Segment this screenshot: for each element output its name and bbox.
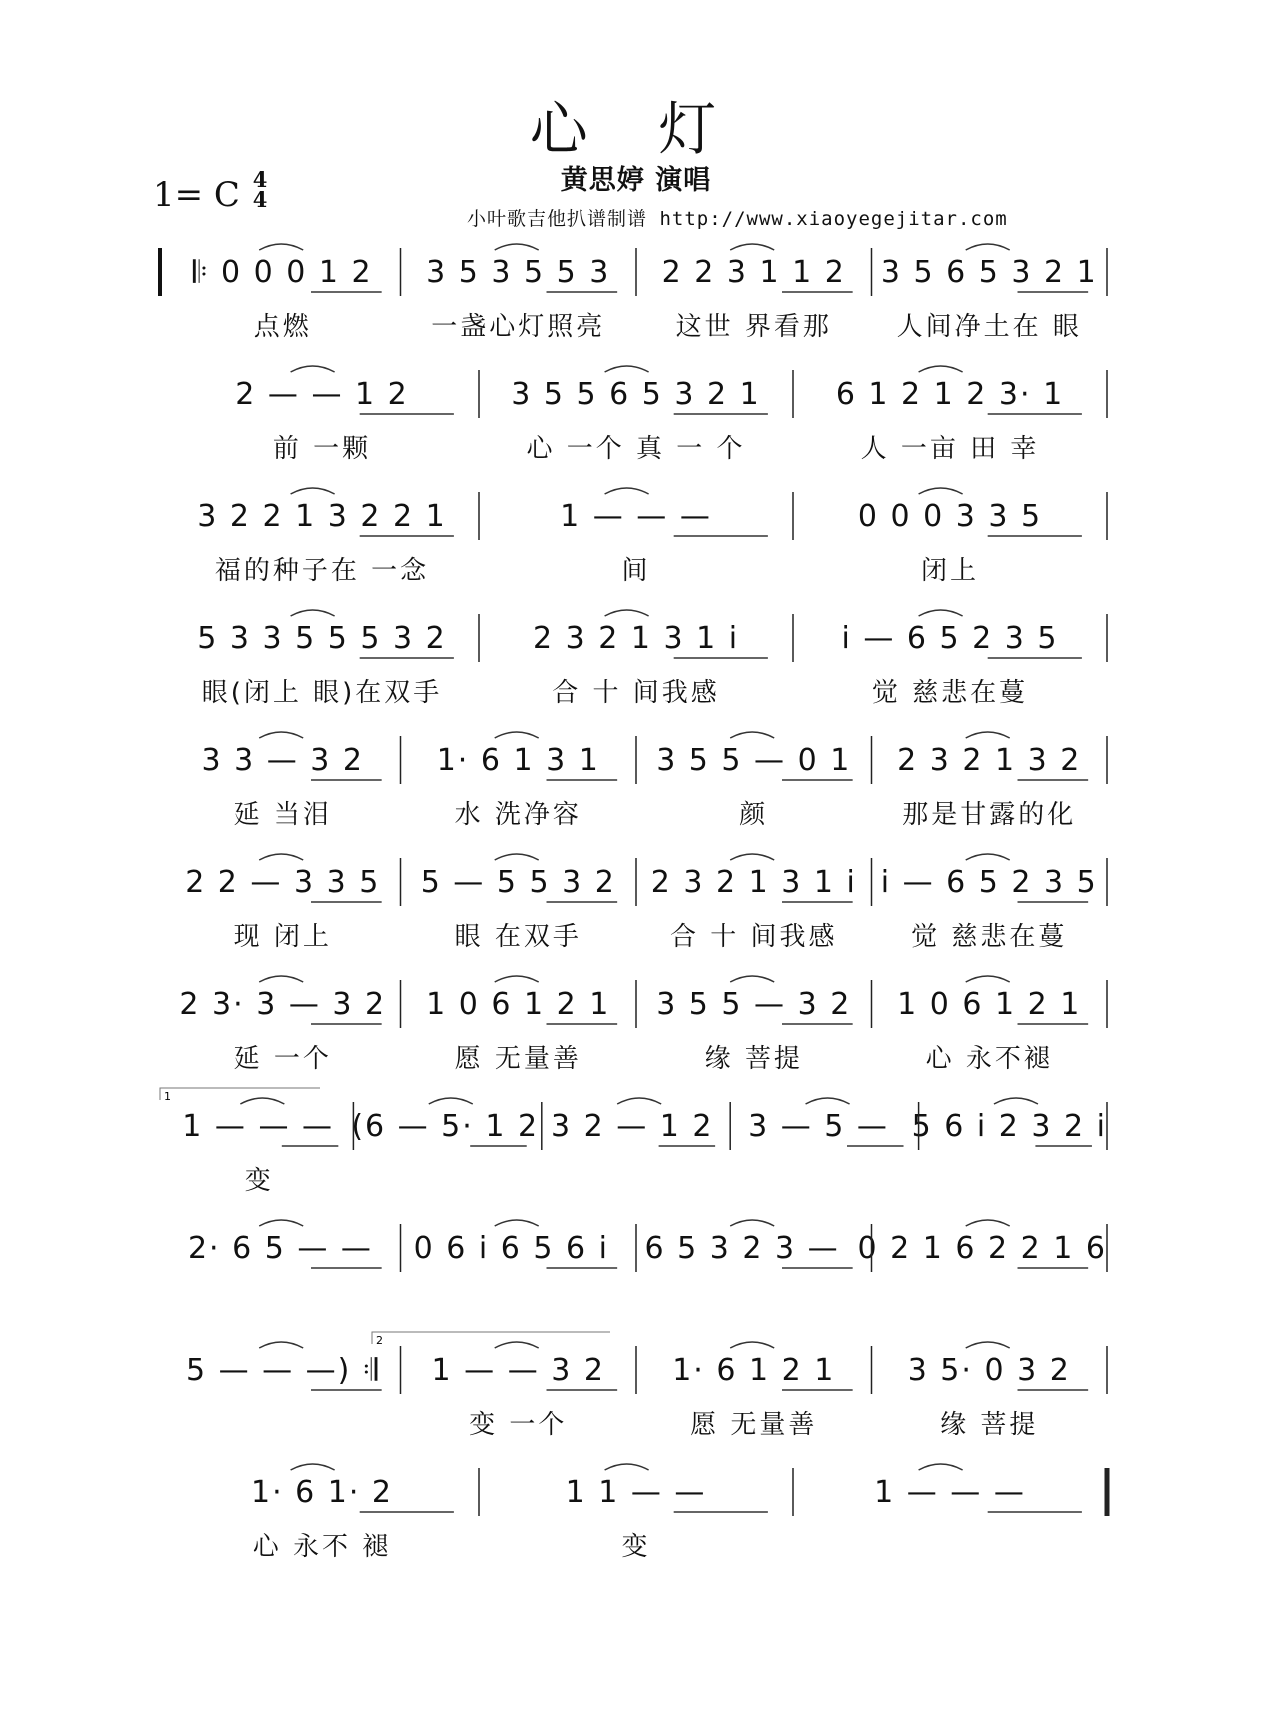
lyrics-line xyxy=(165,1036,1107,1076)
measure-notes: 1 — — 3 2 xyxy=(431,1352,605,1388)
score-row xyxy=(0,962,1272,1092)
key-signature: 1= C xyxy=(153,175,240,215)
singer-credit: 黄思婷 演唱 xyxy=(560,165,712,196)
score-row xyxy=(0,474,1272,604)
measure-lyrics: 点燃 xyxy=(253,311,312,342)
notes-line xyxy=(165,1104,1107,1148)
measure-lyrics: 缘 菩提 xyxy=(704,1043,803,1074)
measure-lyrics: 愿 无量善 xyxy=(454,1043,582,1074)
measure-lyrics: 现 闭上 xyxy=(233,921,332,952)
score-row xyxy=(0,352,1272,482)
lyrics-line xyxy=(165,670,1107,710)
volta-number: 2 xyxy=(376,1334,383,1347)
lyrics-line xyxy=(165,1402,1107,1442)
lyrics-line xyxy=(165,914,1107,954)
measure-lyrics: 前 一颗 xyxy=(272,433,372,464)
notes-line xyxy=(165,616,1107,660)
volta-bracket xyxy=(160,1088,320,1100)
measure-lyrics: 合 十 间我感 xyxy=(669,921,838,952)
measure-notes: 3 3 — 3 2 xyxy=(201,742,364,778)
notes-line xyxy=(165,860,1107,904)
notes-line xyxy=(165,738,1107,782)
measure-notes: 0 6 i 6 5 6 i xyxy=(413,1230,609,1266)
measure-notes: (6 — 5· 1 2 xyxy=(351,1108,540,1144)
notes-line xyxy=(165,1226,1107,1270)
song-title: 心 灯 xyxy=(529,95,743,163)
measure-notes: 1 0 6 1 2 1 xyxy=(897,986,1082,1022)
measure-lyrics: 颜 xyxy=(739,799,769,830)
measure-lyrics: 人间净土在 眼 xyxy=(896,311,1082,342)
meter-denominator: 4 xyxy=(252,187,268,212)
lyrics-line xyxy=(165,426,1107,466)
measure-lyrics: 福的种子在 一念 xyxy=(214,555,430,586)
measure-notes: 6 5 3 2 3 — xyxy=(644,1230,840,1266)
measure-lyrics: 闭上 xyxy=(920,555,979,586)
notes-line xyxy=(165,494,1107,538)
score-row xyxy=(0,1450,1272,1580)
measure-notes: 2 2 3 1 1 2 xyxy=(661,254,846,290)
lyrics-line xyxy=(165,548,1107,588)
measure-lyrics: 觉 慈悲在蔓 xyxy=(871,677,1029,708)
notes-line xyxy=(165,982,1107,1026)
measure-notes: 3 2 — 1 2 xyxy=(550,1108,714,1144)
measure-lyrics: 眼 在双手 xyxy=(454,921,582,952)
lyrics-line xyxy=(165,304,1107,344)
measure-notes: 1 0 6 1 2 1 xyxy=(426,986,611,1022)
measure-lyrics: 愿 无量善 xyxy=(690,1409,818,1440)
measure-notes: i — 6 5 2 3 5 xyxy=(841,620,1059,656)
score-row xyxy=(0,596,1272,726)
measure-lyrics: 眼(闭上 眼)在双手 xyxy=(201,677,443,708)
notes-line xyxy=(165,250,1107,294)
arranger-credit: 小叶歌吉他扒谱制谱 http://www.xiaoyegejitar.com xyxy=(467,208,1008,230)
measure-notes: i — 6 5 2 3 5 xyxy=(880,864,1098,900)
measure-notes: 2 2 — 3 3 5 xyxy=(185,864,381,900)
measure-lyrics: 变 xyxy=(244,1165,274,1196)
measure-notes: 0 0 0 3 3 5 xyxy=(857,498,1043,534)
measure-lyrics: 心 一个 真 一 个 xyxy=(526,433,746,464)
measure-lyrics: 变 一个 xyxy=(469,1409,568,1440)
measure-notes: 1· 6 1· 2 xyxy=(250,1474,394,1510)
measure-lyrics: 变 xyxy=(621,1531,651,1562)
measure-lyrics: 那是甘露的化 xyxy=(902,799,1077,830)
lyrics-line xyxy=(165,1158,1107,1198)
measure-notes: 2 3 2 1 3 1 i xyxy=(650,864,857,900)
measure-lyrics: 心 永不 褪 xyxy=(252,1531,392,1562)
measure-lyrics: 人 一亩 田 幸 xyxy=(860,433,1040,464)
measure-notes: 5 3 3 5 5 5 3 2 xyxy=(197,620,447,656)
measure-notes: 2 3 2 1 3 1 i xyxy=(532,620,740,656)
measure-notes: 5 — — —) 𝄇 xyxy=(185,1352,380,1388)
score-row xyxy=(0,1206,1272,1336)
measure-lyrics: 缘 菩提 xyxy=(940,1409,1039,1440)
measure-notes: 𝄆 0 0 0 1 2 xyxy=(192,254,373,290)
measure-notes: 1 — — — xyxy=(874,1474,1026,1510)
volta-bracket xyxy=(372,1332,610,1344)
score-row xyxy=(0,230,1272,360)
measure-notes: 5 — 5 5 3 2 xyxy=(420,864,616,900)
lyrics-line xyxy=(165,792,1107,832)
measure-lyrics: 延 一个 xyxy=(233,1043,332,1074)
measure-notes: 6 1 2 1 2 3· 1 xyxy=(835,376,1065,412)
measure-notes: 1· 6 1 2 1 xyxy=(672,1352,836,1388)
measure-notes: 3 5 5 6 5 3 2 1 xyxy=(511,376,761,412)
measure-notes: 1· 6 1 3 1 xyxy=(436,742,600,778)
measure-notes: 3 5 5 — 3 2 xyxy=(656,986,852,1022)
lyrics-line xyxy=(165,1280,1107,1320)
measure-notes: 3 2 2 1 3 2 2 1 xyxy=(197,498,447,534)
notes-line xyxy=(165,1348,1107,1392)
measure-notes: 2· 6 5 — — xyxy=(187,1230,373,1266)
measure-notes: 2 3· 3 — 3 2 xyxy=(179,986,387,1022)
measure-lyrics: 心 永不褪 xyxy=(925,1043,1053,1074)
measure-notes: 2 — — 1 2 xyxy=(235,376,409,412)
measure-notes: 3 — 5 — xyxy=(748,1108,889,1144)
score-row xyxy=(0,718,1272,848)
meter-numerator: 4 xyxy=(252,167,268,192)
time-signature xyxy=(248,167,272,212)
measure-lyrics: 水 洗净容 xyxy=(454,799,582,830)
measure-notes: 0 2 1 6 2 2 1 6 xyxy=(857,1230,1107,1266)
volta-number: 1 xyxy=(164,1090,171,1103)
measure-notes: 5 6 i 2 3 2 i xyxy=(911,1108,1107,1144)
measure-notes: 1 — — — xyxy=(560,498,712,534)
measure-lyrics: 延 当泪 xyxy=(233,799,332,830)
score-row xyxy=(0,1084,1272,1214)
lyrics-line xyxy=(165,1524,1107,1564)
measure-notes: 1 1 — — xyxy=(565,1474,707,1510)
score-row xyxy=(0,840,1272,970)
score-row xyxy=(0,1328,1272,1458)
measure-notes: 3 5· 0 3 2 xyxy=(907,1352,1071,1388)
notes-line xyxy=(165,1470,1107,1514)
measure-notes: 3 5 3 5 5 3 xyxy=(426,254,611,290)
measure-notes: 3 5 6 5 3 2 1 xyxy=(880,254,1098,290)
measure-lyrics: 间 xyxy=(621,555,651,586)
measure-notes: 3 5 5 — 0 1 xyxy=(656,742,852,778)
measure-lyrics: 觉 慈悲在蔓 xyxy=(911,921,1068,952)
measure-lyrics: 一盏心灯照亮 xyxy=(431,311,606,342)
measure-lyrics: 合 十 间我感 xyxy=(552,677,720,708)
measure-notes: 1 — — — xyxy=(182,1108,334,1144)
notes-line xyxy=(165,372,1107,416)
measure-notes: 2 3 2 1 3 2 xyxy=(897,742,1082,778)
measure-lyrics: 这世 界看那 xyxy=(675,311,832,342)
